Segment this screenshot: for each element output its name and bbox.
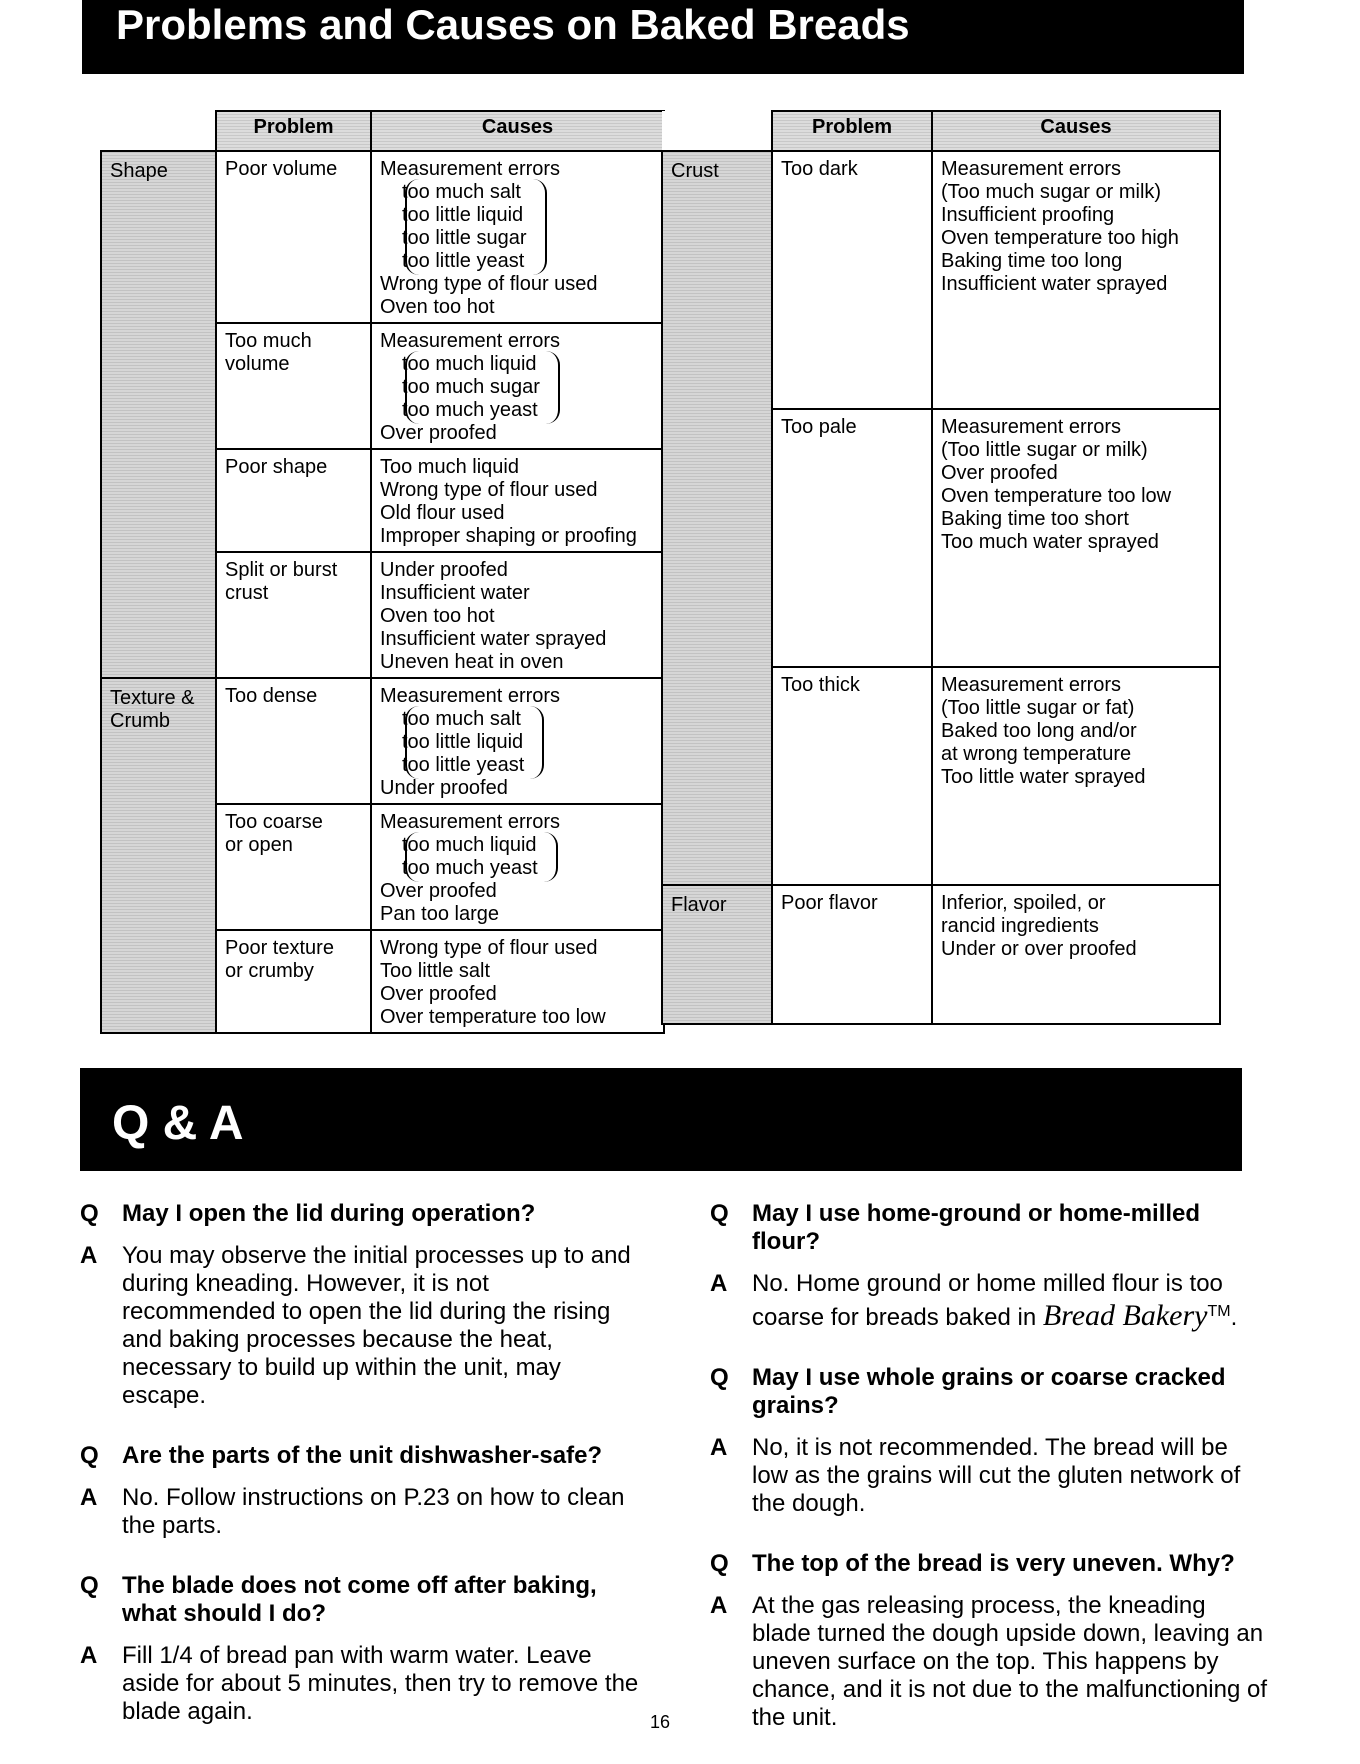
problem-cell [216, 449, 371, 552]
problem-text: or crumby [225, 960, 314, 982]
problem-text: Poor flavor [781, 892, 878, 915]
causes-column-header: Causes [371, 111, 664, 151]
question-text: The top of the bread is very uneven. Why? [752, 1550, 1235, 1577]
qa-answer [80, 1242, 640, 1410]
qa-question [80, 1442, 640, 1470]
cause-text: Oven too hot [380, 605, 495, 627]
answer-mark: A [80, 1484, 98, 1511]
cause-text: Over proofed [941, 462, 1058, 485]
problem-text: Split or burst [225, 559, 338, 581]
question-text: May I use whole grains or coarse cracked grains? [752, 1364, 1226, 1419]
cause-subitem: too much salt [402, 708, 521, 730]
category-cell [101, 678, 216, 1033]
problem-text: Poor volume [225, 158, 338, 180]
cause-text: Old flour used [380, 502, 505, 524]
cause-text: Pan too large [380, 903, 499, 925]
cause-text: Measurement errors [380, 158, 561, 180]
category-header-blank [101, 111, 216, 151]
problem-text: Too much [225, 330, 312, 352]
problem-cell [772, 151, 932, 409]
answer-body [752, 1434, 1270, 1518]
cause-text: Wrong type of flour used [380, 479, 598, 501]
cause-text: rancid ingredients [941, 915, 1099, 938]
cause-text: Over temperature too low [380, 1006, 606, 1028]
answer-text: Fill 1/4 of bread pan with warm water. Leave aside for about 5 minutes, then try to remove the blade again. [122, 1642, 639, 1725]
cause-text: (Too much sugar or milk) [941, 181, 1162, 203]
right-problems-table [661, 110, 1221, 1025]
category-label: Crust [671, 160, 719, 182]
problem-cell [216, 804, 371, 930]
cause-text: Under or over proofed [941, 938, 1137, 961]
answer-end: . [1230, 1304, 1238, 1331]
left-bracket [405, 179, 421, 275]
category-header-blank [662, 111, 772, 151]
cause-subgroup [380, 708, 655, 777]
causes-cell [932, 409, 1220, 667]
causes-cell [371, 678, 664, 804]
answer-mark: A [80, 1242, 98, 1269]
category-cell [662, 151, 772, 885]
cause-subitem: too much sugar [402, 376, 540, 398]
qa-question [80, 1200, 640, 1228]
cause-subgroup [380, 181, 655, 273]
cause-text: Improper shaping or proofing [380, 525, 637, 547]
table-row [662, 885, 1220, 1024]
cause-text: Under proofed [380, 559, 508, 581]
question-text: Are the parts of the unit dishwasher-safe? [122, 1442, 603, 1469]
qa-question [80, 1572, 640, 1628]
cause-text: Baking time too long [941, 250, 1123, 272]
answer-body [122, 1484, 640, 1540]
category-label: Flavor [671, 894, 727, 917]
answer-mark: A [710, 1434, 728, 1461]
problem-cell [216, 323, 371, 449]
cause-text: (Too little sugar or milk) [941, 439, 1148, 462]
cause-subitem: too little liquid [402, 204, 524, 226]
table-row [662, 151, 1220, 409]
page-title-banner [82, 0, 1244, 74]
answer-mark: A [710, 1270, 728, 1297]
causes-cell [371, 804, 664, 930]
left-bracket [405, 351, 421, 424]
right-bracket [544, 351, 560, 424]
answer-text: No, it is not recommended. The bread will be low as the grains will cut the gluten network of the dough. [752, 1434, 1241, 1517]
answer-body [752, 1270, 1270, 1332]
cause-text: Measurement errors [941, 158, 1122, 180]
question-text: May I use home-ground or home-milled flour? [752, 1200, 1201, 1255]
cause-text: Insufficient water [380, 582, 530, 604]
problem-cell [772, 409, 932, 667]
cause-text: at wrong temperature [941, 743, 1132, 766]
trademark: TM [1207, 1303, 1231, 1320]
cause-text: Measurement errors [941, 674, 1122, 697]
problem-text: Too coarse [225, 811, 323, 833]
question-mark: Q [80, 1200, 99, 1227]
cause-text: Over proofed [380, 880, 497, 902]
left-problems-table [100, 110, 665, 1028]
cause-text: Too little water sprayed [941, 766, 1146, 789]
answer-text: At the gas releasing process, the kneading blade turned the dough upside down, leaving an uneven surface on the top. This happens by chance, and it is not due to the malfunctioning of the unit. [752, 1592, 1268, 1731]
cause-subitem: too little sugar [402, 227, 527, 249]
problems-table-crust-flavor [661, 110, 1221, 1025]
cause-text: Baking time too short [941, 508, 1129, 531]
left-bracket [405, 832, 421, 882]
cause-subitem: too much yeast [402, 857, 538, 879]
right-bracket [531, 179, 547, 275]
answer-body [122, 1642, 640, 1726]
question-mark: Q [710, 1550, 729, 1577]
cause-text: Too much water sprayed [941, 531, 1159, 554]
cause-subitem: too much yeast [402, 399, 538, 421]
qa-left-column [80, 1200, 640, 1758]
problem-cell [216, 930, 371, 1033]
cause-text: Over proofed [380, 983, 497, 1005]
cause-text: Oven too hot [380, 296, 495, 318]
answer-text: No. Follow instructions on P.23 on how to clean the parts. [122, 1484, 625, 1539]
problem-text: crust [225, 582, 269, 604]
cause-subgroup-inner [402, 353, 560, 422]
answer-text: You may observe the initial processes up to and during kneading. However, it is not recommended to open the lid during the rising and baking processes because the heat, necessary to build up within the unit, may escape. [122, 1242, 631, 1409]
problem-text: Poor texture [225, 937, 334, 959]
cause-text: Over proofed [380, 422, 497, 444]
qa-banner [80, 1068, 1242, 1171]
cause-text: (Too little sugar or fat) [941, 697, 1135, 720]
problem-column-header: Problem [772, 111, 932, 151]
category-label: Shape [110, 160, 168, 182]
cause-subgroup-inner [402, 708, 544, 777]
cause-text: Measurement errors [380, 330, 561, 352]
problem-text: Too dense [225, 685, 318, 707]
problem-text: Too dark [781, 158, 858, 180]
qa-answer [710, 1270, 1270, 1332]
qa-right-column [710, 1200, 1270, 1764]
cause-text: Uneven heat in oven [380, 651, 564, 673]
cause-text: Baked too long and/or [941, 720, 1137, 743]
problem-cell [772, 667, 932, 885]
cause-subitem: too little yeast [402, 250, 525, 272]
causes-cell [371, 449, 664, 552]
cause-text: Too little salt [380, 960, 491, 982]
question-mark: Q [80, 1572, 99, 1599]
question-text: May I open the lid during operation? [122, 1200, 536, 1227]
answer-mark: A [80, 1642, 98, 1669]
cause-text: Wrong type of flour used [380, 273, 598, 295]
brand-name: Bread Bakery [1042, 1299, 1208, 1332]
cause-subgroup-inner [402, 181, 547, 273]
cause-subitem: too much liquid [402, 834, 537, 856]
left-bracket [405, 706, 421, 779]
answer-mark: A [710, 1592, 728, 1619]
causes-cell [371, 552, 664, 678]
causes-cell [371, 930, 664, 1033]
problems-table-shape-texture [100, 110, 665, 1034]
cause-subitem: too little liquid [402, 731, 524, 753]
question-text: The blade does not come off after baking, what should I do? [122, 1572, 597, 1627]
answer-body [122, 1242, 640, 1410]
cause-text: Oven temperature too low [941, 485, 1172, 508]
cause-text: Oven temperature too high [941, 227, 1179, 249]
causes-cell [932, 885, 1220, 1024]
qa-answer [710, 1592, 1270, 1732]
qa-question [710, 1200, 1270, 1256]
cause-subitem: too much salt [402, 181, 521, 203]
right-bracket [528, 706, 544, 779]
question-mark: Q [710, 1200, 729, 1227]
table-row [101, 151, 664, 323]
problem-cell [216, 678, 371, 804]
answer-text: No. Home ground or home milled flour is too coarse for breads baked in [752, 1270, 1223, 1331]
cause-text: Inferior, spoiled, or [941, 892, 1106, 915]
cause-text: Under proofed [380, 777, 508, 799]
page-title: Problems and Causes on Baked Breads [116, 1, 910, 48]
qa-answer [710, 1434, 1270, 1518]
right-bracket [542, 832, 558, 882]
cause-subitem: too much liquid [402, 353, 537, 375]
causes-cell [932, 667, 1220, 885]
cause-text: Measurement errors [941, 416, 1122, 439]
cause-text: Measurement errors [380, 685, 561, 707]
causes-column-header: Causes [932, 111, 1220, 151]
causes-cell [932, 151, 1220, 409]
qa-question [710, 1364, 1270, 1420]
cause-text: Too much liquid [380, 456, 519, 478]
cause-subgroup-inner [402, 834, 558, 880]
question-mark: Q [710, 1364, 729, 1391]
cause-text: Measurement errors [380, 811, 561, 833]
causes-cell [371, 323, 664, 449]
category-cell [662, 885, 772, 1024]
cause-subgroup [380, 834, 655, 880]
cause-text: Wrong type of flour used [380, 937, 598, 959]
causes-cell [371, 151, 664, 323]
problem-text: Poor shape [225, 456, 328, 478]
question-mark: Q [80, 1442, 99, 1469]
qa-answer [80, 1642, 640, 1726]
problem-text: Too pale [781, 416, 857, 439]
qa-question [710, 1550, 1270, 1578]
problem-text: or open [225, 834, 293, 856]
problem-text: volume [225, 353, 290, 375]
qa-title: Q & A [112, 1097, 244, 1150]
answer-body [752, 1592, 1270, 1732]
problem-cell [216, 151, 371, 323]
cause-subgroup [380, 353, 655, 422]
problem-text: Too thick [781, 674, 860, 697]
cause-text: Insufficient proofing [941, 204, 1115, 226]
cause-subitem: too little yeast [402, 754, 525, 776]
page-number: 16 [650, 1712, 671, 1732]
cause-text: Insufficient water sprayed [941, 273, 1168, 295]
category-cell [101, 151, 216, 678]
qa-answer [80, 1484, 640, 1540]
problem-cell [772, 885, 932, 1024]
table-row [101, 678, 664, 804]
problem-column-header: Problem [216, 111, 371, 151]
problem-cell [216, 552, 371, 678]
category-label: Texture & Crumb [110, 687, 195, 732]
cause-text: Insufficient water sprayed [380, 628, 607, 650]
